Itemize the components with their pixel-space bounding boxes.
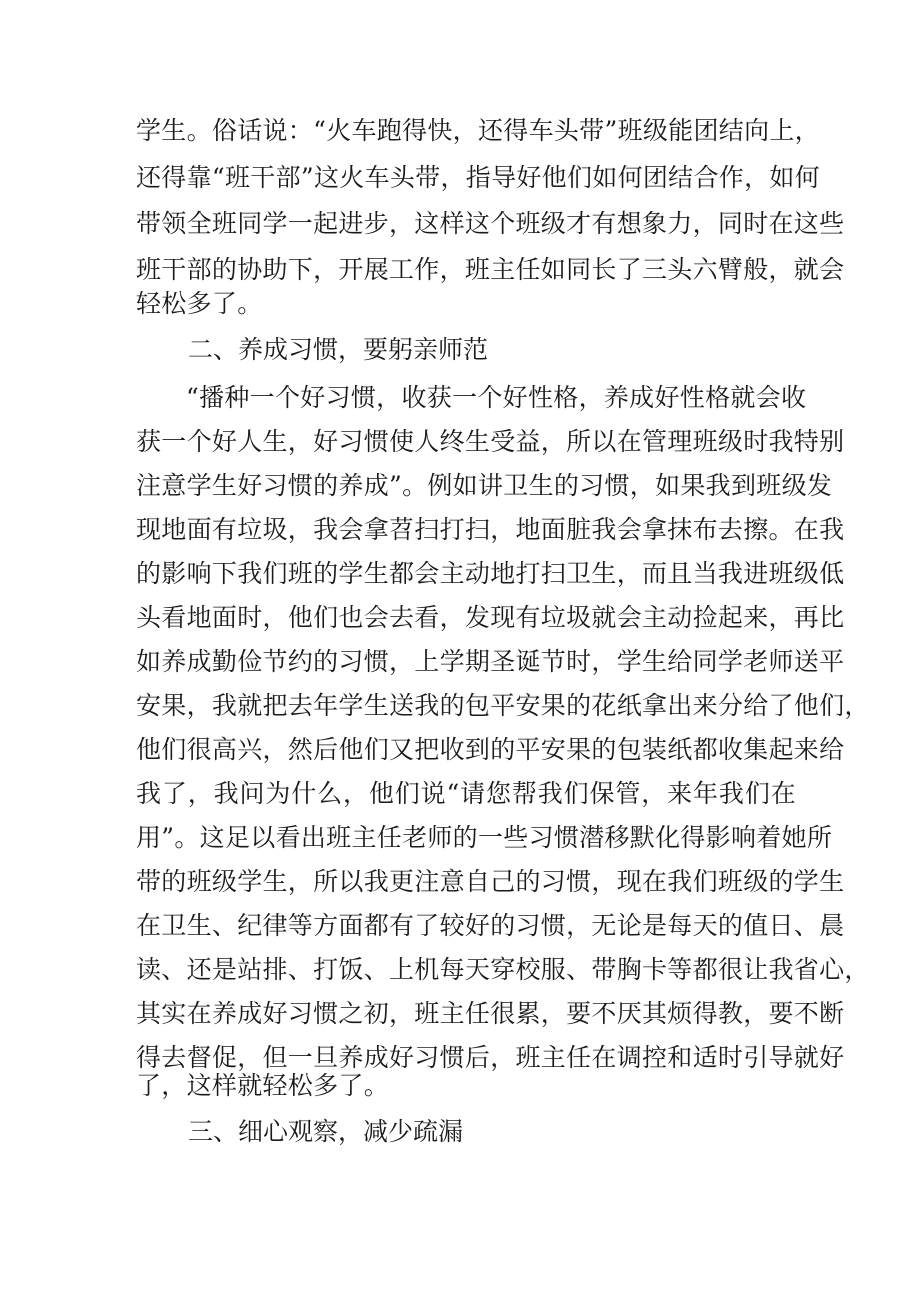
- paragraph-2-line-15: 其实在养成好习惯之初，班主任很累，要不厌其烦得教，要不断: [136, 999, 845, 1028]
- paragraph-1-line-5: 轻松多了。: [136, 289, 263, 318]
- paragraph-2-line-4: 现地面有垃圾，我会拿苕扫打扫，地面脏我会拿抹布去擦。在我: [136, 515, 845, 544]
- paragraph-2-line-8: 安果，我就把去年学生送我的包平安果的花纸拿出来分给了他们，: [136, 691, 870, 720]
- paragraph-1-line-4: 班干部的协助下，开展工作，班主任如同长了三头六臂般，就会: [136, 255, 845, 284]
- paragraph-2-line-12: 带的班级学生，所以我更注意自己的习惯，现在我们班级的学生: [136, 867, 845, 896]
- paragraph-2-line-6: 头看地面时，他们也会去看，发现有垃圾就会主动捡起来，再比: [136, 603, 845, 632]
- paragraph-2-line-13: 在卫生、纪律等方面都有了较好的习惯，无论是每天的值日、晨: [136, 911, 845, 940]
- section-heading-3: 三、细心观察，减少疏漏: [188, 1117, 464, 1146]
- paragraph-2-line-10: 我了，我问为什么，他们说“请您帮我们保管，来年我们在: [136, 779, 796, 808]
- paragraph-2-line-17: 了，这样就轻松多了。: [136, 1071, 390, 1100]
- paragraph-2-line-16: 得去督促，但一旦养成好习惯后，班主任在调控和适时引导就好: [136, 1043, 845, 1072]
- section-heading-2: 二、养成习惯，要躬亲师范: [188, 335, 489, 364]
- paragraph-1-line-2: 还得靠“班干部”这火车头带，指导好他们如何团结合作，如何: [136, 163, 820, 192]
- paragraph-2-line-3: 注意学生好习惯的养成”。例如讲卫生的习惯，如果我到班级发: [136, 471, 833, 500]
- paragraph-2-line-11: 用”。这足以看出班主任老师的一些习惯潜移默化得影响着她所: [136, 823, 833, 852]
- paragraph-1-line-3: 带领全班同学一起进步，这样这个班级才有想象力，同时在这些: [136, 209, 845, 238]
- paragraph-2-line-7: 如养成勤俭节约的习惯，上学期圣诞节时，学生给同学老师送平: [136, 647, 845, 676]
- paragraph-2-line-1: “播种一个好习惯，收获一个好性格，养成好性格就会收: [186, 383, 807, 412]
- paragraph-2-line-5: 的影响下我们班的学生都会主动地打扫卫生，而且当我进班级低: [136, 559, 845, 588]
- paragraph-2-line-9: 他们很高兴，然后他们又把收到的平安果的包装纸都收集起来给: [136, 735, 845, 764]
- paragraph-1-line-1: 学生。俗话说：“火车跑得快，还得车头带”班级能团结向上，: [136, 116, 820, 145]
- paragraph-2-line-2: 获一个好人生，好习惯使人终生受益，所以在管理班级时我特别: [136, 427, 845, 456]
- paragraph-2-line-14: 读、还是站排、打饭、上机每天穿校服、带胸卡等都很让我省心，: [136, 955, 870, 984]
